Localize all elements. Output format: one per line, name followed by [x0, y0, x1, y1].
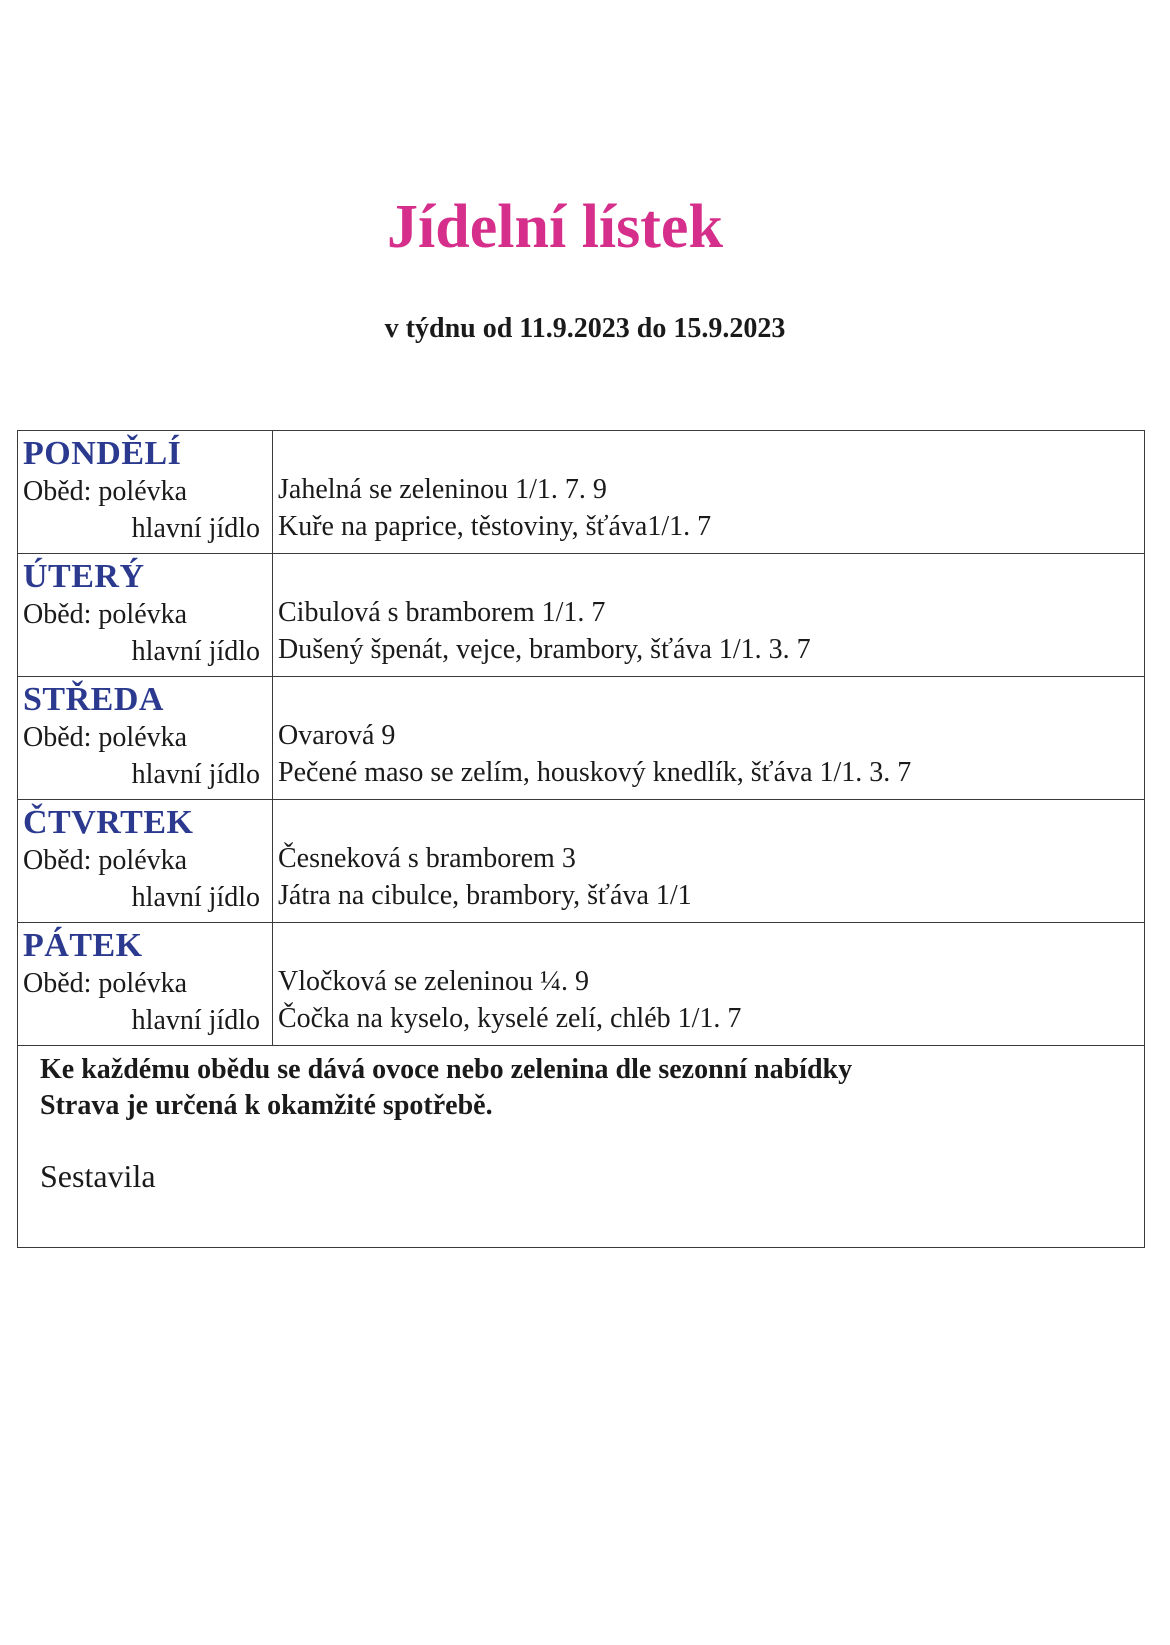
day-name: PÁTEK: [23, 927, 143, 964]
page-title: Jídelní lístek: [387, 193, 723, 261]
main-dish-label: hlavní jídlo: [131, 636, 260, 667]
lunch-soup-label: Oběd: polévka: [23, 968, 188, 999]
day-name: PONDĚLÍ: [23, 435, 182, 472]
day-menu-cell: [273, 677, 1144, 799]
main-dish-label: hlavní jídlo: [131, 882, 260, 913]
lunch-soup-label: Oběd: polévka: [23, 845, 188, 876]
day-label-cell: [18, 677, 273, 799]
day-name: STŘEDA: [23, 681, 164, 718]
day-row-friday: [18, 923, 1144, 1046]
main-dish-label: hlavní jídlo: [131, 1005, 260, 1036]
footer-notes: [18, 1046, 1144, 1247]
soup-item: Vločková se zeleninou ¼. 9: [278, 966, 590, 997]
main-dish-item: Čočka na kyselo, kyselé zelí, chléb 1/1. 7: [278, 1003, 742, 1034]
lunch-soup-label: Oběd: polévka: [23, 722, 188, 753]
main-dish-item: Kuře na paprice, těstoviny, šťáva1/1. 7: [278, 511, 712, 542]
lunch-soup-label: Oběd: polévka: [23, 476, 188, 507]
soup-item: Jahelná se zeleninou 1/1. 7. 9: [278, 474, 607, 505]
day-label-cell: [18, 923, 273, 1045]
day-name: ÚTERÝ: [23, 558, 145, 595]
note-fruit: Ke každému obědu se dává ovoce nebo zelenina dle sezonní nabídky: [40, 1054, 853, 1085]
day-label-cell: [18, 800, 273, 922]
main-dish-item: Dušený špenát, vejce, brambory, šťáva 1/1. 3. 7: [278, 634, 811, 665]
week-range: v týdnu od 11.9.2023 do 15.9.2023: [384, 313, 786, 344]
day-row-monday: [18, 431, 1144, 554]
soup-item: Česneková s bramborem 3: [278, 843, 576, 874]
main-dish-item: Játra na cibulce, brambory, šťáva 1/1: [278, 880, 692, 911]
day-menu-cell: [273, 554, 1144, 676]
day-row-wednesday: [18, 677, 1144, 800]
soup-item: Ovarová 9: [278, 720, 396, 751]
day-menu-cell: [273, 800, 1144, 922]
day-row-thursday: [18, 800, 1144, 923]
day-label-cell: [18, 431, 273, 553]
day-name: ČTVRTEK: [23, 804, 194, 841]
day-menu-cell: [273, 431, 1144, 553]
soup-item: Cibulová s bramborem 1/1. 7: [278, 597, 606, 628]
day-row-tuesday: [18, 554, 1144, 677]
lunch-soup-label: Oběd: polévka: [23, 599, 188, 630]
day-menu-cell: [273, 923, 1144, 1045]
main-dish-label: hlavní jídlo: [131, 513, 260, 544]
main-dish-label: hlavní jídlo: [131, 759, 260, 790]
day-label-cell: [18, 554, 273, 676]
note-consumption: Strava je určená k okamžité spotřebě.: [40, 1090, 493, 1121]
signature-label: Sestavila: [40, 1158, 156, 1194]
main-dish-item: Pečené maso se zelím, houskový knedlík, šťáva 1/1. 3. 7: [278, 757, 912, 788]
menu-table: [17, 430, 1145, 1248]
